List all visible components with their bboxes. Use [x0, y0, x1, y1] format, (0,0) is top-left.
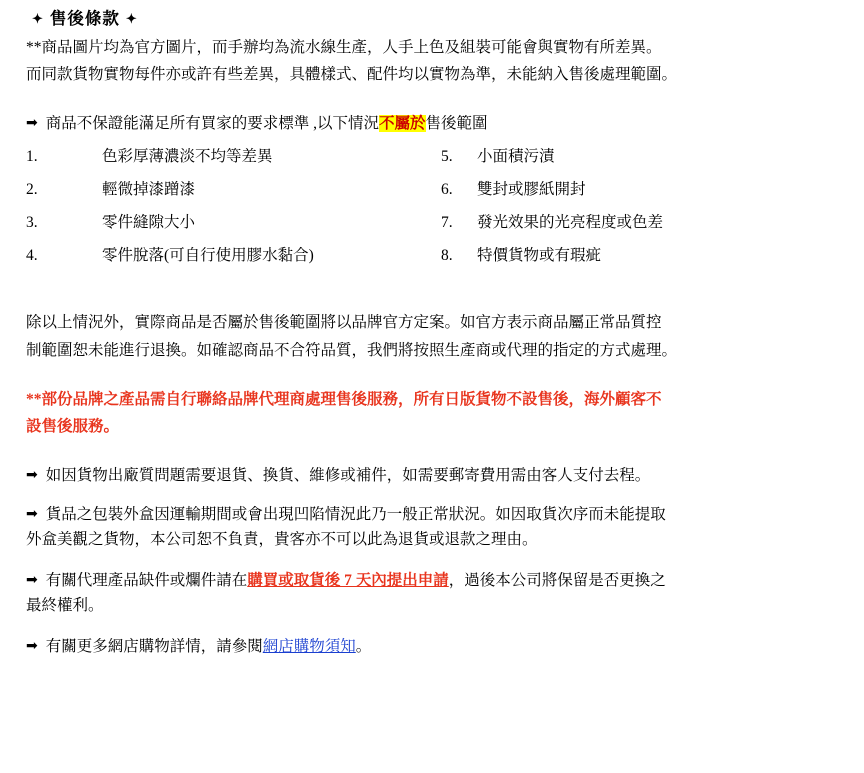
agent-notice-before: 有關代理產品缺件或爛件請在: [45, 572, 248, 590]
bullet-shipping-fee-text: 如因貨物出廠質問題需要退貨、換貨、維修或補件，如需要郵寄費用需由客人支付去程。: [45, 466, 651, 484]
shop-notice: [26, 634, 846, 659]
shop-guide-link[interactable]: 網店購物須知: [262, 638, 356, 656]
shop-notice-before: 有關更多網店購物詳情，請參閱: [45, 638, 263, 656]
page-title-text: 售後條款: [49, 9, 120, 28]
list-item-label: 發光效果的光亮程度或色差: [477, 214, 664, 232]
list-item-number: 4.: [26, 247, 38, 265]
intro-line-1: **商品圖片均為官方圖片，而手辦均為流水線生產，人手上色及組裝可能會與實物有所差異。: [26, 38, 662, 56]
list-item-number: 8.: [441, 247, 453, 265]
list-item-number: 2.: [26, 181, 38, 199]
red-notice-line-1: **部份品牌之產品需自行聯絡品牌代理商處理售後服務，所有日版貨物不設售後，海外顧客不: [26, 390, 662, 408]
exclusion-notice-after: 售後範圍: [425, 114, 488, 132]
list-item: [441, 177, 841, 202]
list-item-number: 1.: [26, 148, 38, 166]
arrow-icon: ➡: [26, 114, 38, 131]
list-item: [26, 210, 441, 235]
list-item: [441, 210, 841, 235]
list-item-label: 零件縫隙大小: [102, 214, 196, 232]
exclusion-list-right: [441, 144, 841, 276]
bullet-packaging-text-1: 貨品之包裝外盒因運輸期間或會出現凹陷情況此乃一般正常狀況。如因取貨次序而未能提取: [45, 506, 666, 524]
arrow-icon: ➡: [26, 506, 38, 523]
list-item-label: 零件脫落(可自行使用膠水黏合): [102, 247, 314, 265]
arrow-icon: ➡: [26, 572, 38, 589]
list-item: [26, 243, 441, 268]
bullet-shipping-fee: [26, 463, 846, 488]
exclusion-notice: [26, 111, 846, 136]
agent-notice-emphasis: 購買或取貨後 7 天內提出申請: [247, 572, 449, 590]
exclusion-list-left: [26, 144, 441, 276]
list-item: [441, 243, 841, 268]
policy-line-1: 除以上情況外，實際商品是否屬於售後範圍將以品牌官方定案。如官方表示商品屬正常品質控: [26, 314, 662, 332]
list-item-number: 6.: [441, 181, 453, 199]
list-item-label: 小面積污漬: [477, 148, 555, 166]
exclusion-notice-before: 商品不保證能滿足所有買家的要求標準 ,以下情況: [45, 114, 379, 132]
agent-notice-line-2: 最終權利。: [26, 597, 104, 615]
list-item: [26, 144, 441, 169]
list-item-number: 3.: [26, 214, 38, 232]
exclusion-highlight: 不屬於: [379, 114, 426, 132]
list-item-number: 7.: [441, 214, 453, 232]
list-item: [26, 177, 441, 202]
list-item-label: 輕微掉漆蹭漆: [102, 181, 196, 199]
list-item-label: 特價貨物或有瑕疵: [477, 247, 602, 265]
shop-notice-after: 。: [355, 638, 372, 656]
agent-notice-after: ，過後本公司將保留是否更換之: [448, 572, 666, 590]
diamond-icon-left: ✦: [32, 11, 44, 26]
list-item-label: 色彩厚薄濃淡不均等差異: [102, 148, 273, 166]
intro-line-2: 而同款貨物實物每件亦或許有些差異，具體樣式、配件均以實物為準，未能納入售後處理範圍。: [26, 65, 678, 83]
arrow-icon: ➡: [26, 466, 38, 483]
red-notice-line-2: 設售後服務。: [26, 417, 120, 435]
page-title: [26, 6, 846, 33]
arrow-icon: ➡: [26, 638, 38, 655]
list-item-number: 5.: [441, 148, 453, 166]
bullet-packaging-line-1: [26, 502, 846, 527]
agent-notice-line-1: [26, 568, 846, 593]
bullet-packaging-line-2: 外盒美觀之貨物，本公司恕不負責，貴客亦不可以此為退貨或退款之理由。: [26, 531, 538, 549]
list-item: [441, 144, 841, 169]
list-item-label: 雙封或膠紙開封: [477, 181, 586, 199]
exclusion-list: [26, 144, 846, 276]
diamond-icon-right: ✦: [125, 11, 138, 26]
policy-line-2: 制範圍恕未能進行退換。如確認商品不合符品質，我們將按照生產商或代理的指定的方式處理。: [26, 341, 678, 359]
